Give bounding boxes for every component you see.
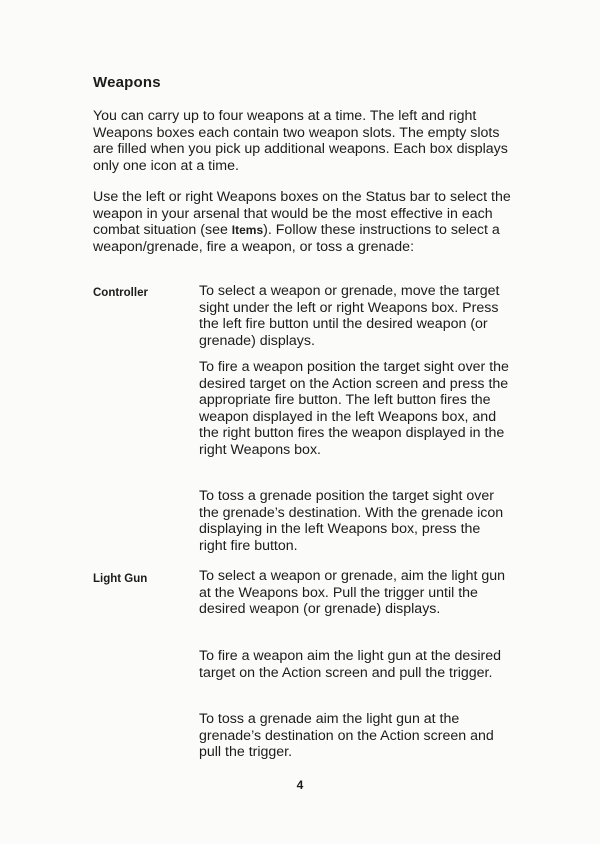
intro-paragraph: You can carry up to four weapons at a time. The left and right Weapons boxes each contain two weapon slots. The empty slots are filled when you pick up additional weapons. Each box displays only one icon at a time. (93, 108, 508, 174)
light-gun-toss-text: To toss a grenade aim the light gun at the grenade’s destination on the Action screen and pull the trigger. (199, 711, 494, 761)
controller-term: Controller (93, 287, 148, 299)
light-gun-fire-text: To fire a weapon aim the light gun at the desired target on the Action screen and pull the trigger. (199, 648, 502, 681)
light-gun-term: Light Gun (93, 573, 148, 585)
controller-fire-text: To fire a weapon position the target sight over the desired target on the Action screen and press the appropriate fire button. The left button fires the weapon displayed in the left Weapons box, and the right button fires the weapon displayed in the right Weapons box. (199, 359, 509, 458)
page-number: 4 (296, 778, 304, 792)
usage-text-after: ). Follow these instructions to select a weapon/grenade, fire a weapon, or toss a grenade: (93, 222, 500, 255)
controller-toss-text: To toss a grenade position the target sight over the grenade’s destination. With the grenade icon displaying in the left Weapons box, press the right fire button. (199, 488, 504, 554)
usage-paragraph (93, 189, 513, 255)
section-heading: Weapons (93, 74, 161, 91)
controller-select-text: To select a weapon or grenade, move the target sight under the left or right Weapons box. Press the left fire button until the desired weapon (or grenade) displays. (199, 283, 500, 349)
light-gun-select-text: To select a weapon or grenade, aim the light gun at the Weapons box. Pull the trigger until the desired weapon (or grenade) displays. (199, 568, 506, 618)
items-reference: Items (231, 223, 264, 238)
usage-text-before: Use the left or right Weapons boxes on the Status bar to select the weapon in your arsenal that would be the most effective in each combat situation (see (93, 189, 511, 239)
